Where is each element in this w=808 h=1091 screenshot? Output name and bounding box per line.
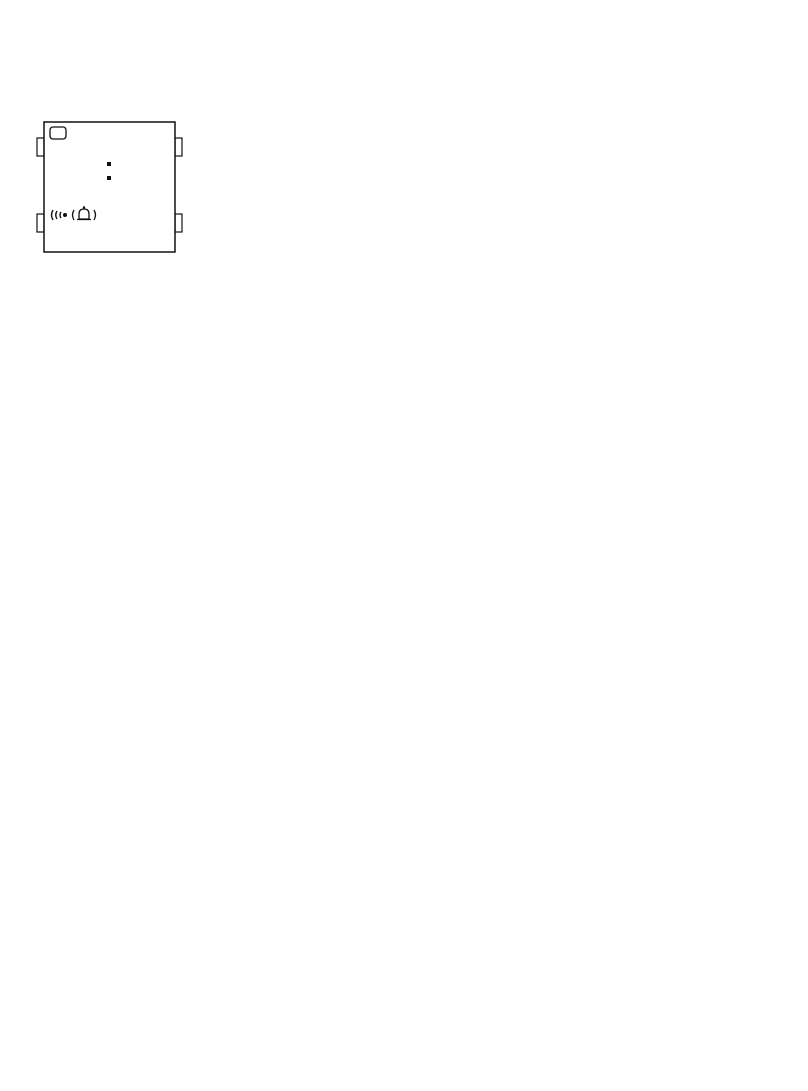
button-b	[37, 138, 44, 156]
watch-diagram	[20, 118, 200, 258]
colon-dot-top	[107, 162, 111, 166]
watch-face	[44, 122, 175, 252]
colon-dot-bottom	[107, 176, 111, 180]
button-c	[175, 138, 182, 156]
button-d	[175, 214, 182, 232]
page-title	[22, 88, 28, 110]
button-a	[37, 214, 44, 232]
